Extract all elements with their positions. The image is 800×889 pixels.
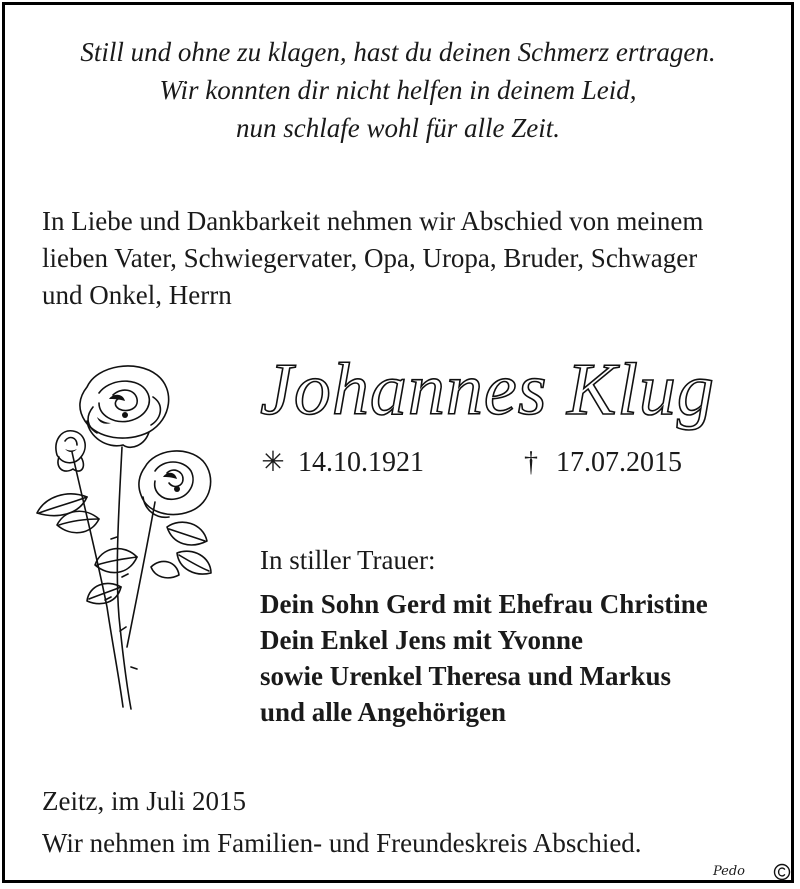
- birth-date: 14.10.1921: [298, 447, 424, 478]
- life-dates: [260, 445, 682, 481]
- mourner-line: Dein Enkel Jens mit Yvonne: [260, 625, 584, 655]
- deceased-name: Johannes Klug: [260, 349, 715, 431]
- motto-verse: [5, 33, 791, 147]
- obituary-notice: [2, 2, 794, 883]
- place-date: Zeitz, im Juli 2015: [42, 786, 246, 816]
- star-icon: ✳: [261, 447, 285, 478]
- intro-line: und Onkel, Herrn: [42, 280, 232, 310]
- mourning-label: In stiller Trauer:: [260, 545, 436, 575]
- motto-line: Still und ohne zu klagen, hast du deinen Schmerz ertragen.: [80, 37, 716, 67]
- cross-icon: †: [524, 447, 538, 478]
- mourner-line: Dein Sohn Gerd mit Ehefrau Christine: [260, 589, 708, 619]
- mourner-line: und alle Angehörigen: [260, 697, 507, 727]
- mourner-line: sowie Urenkel Theresa und Markus: [260, 661, 672, 691]
- motto-line: nun schlafe wohl für alle Zeit.: [236, 113, 560, 143]
- mourners-list: [260, 586, 708, 730]
- death-date: 17.07.2015: [556, 447, 682, 478]
- designer-signature: Pedo: [713, 864, 746, 879]
- intro-text: [42, 203, 762, 314]
- closing-note: Wir nehmen im Familien- und Freundeskreis Abschied.: [42, 828, 642, 858]
- intro-line: lieben Vater, Schwiegervater, Opa, Uropa, Bruder, Schwager: [42, 243, 698, 273]
- death-date-group: [518, 445, 682, 481]
- birth-date-group: [260, 445, 424, 481]
- copyright-icon: [773, 863, 791, 881]
- intro-line: In Liebe und Dankbarkeit nehmen wir Abschied von meinem: [42, 206, 704, 236]
- motto-line: Wir konnten dir nicht helfen in deinem Leid,: [159, 75, 637, 105]
- rose-illustration: [27, 357, 227, 717]
